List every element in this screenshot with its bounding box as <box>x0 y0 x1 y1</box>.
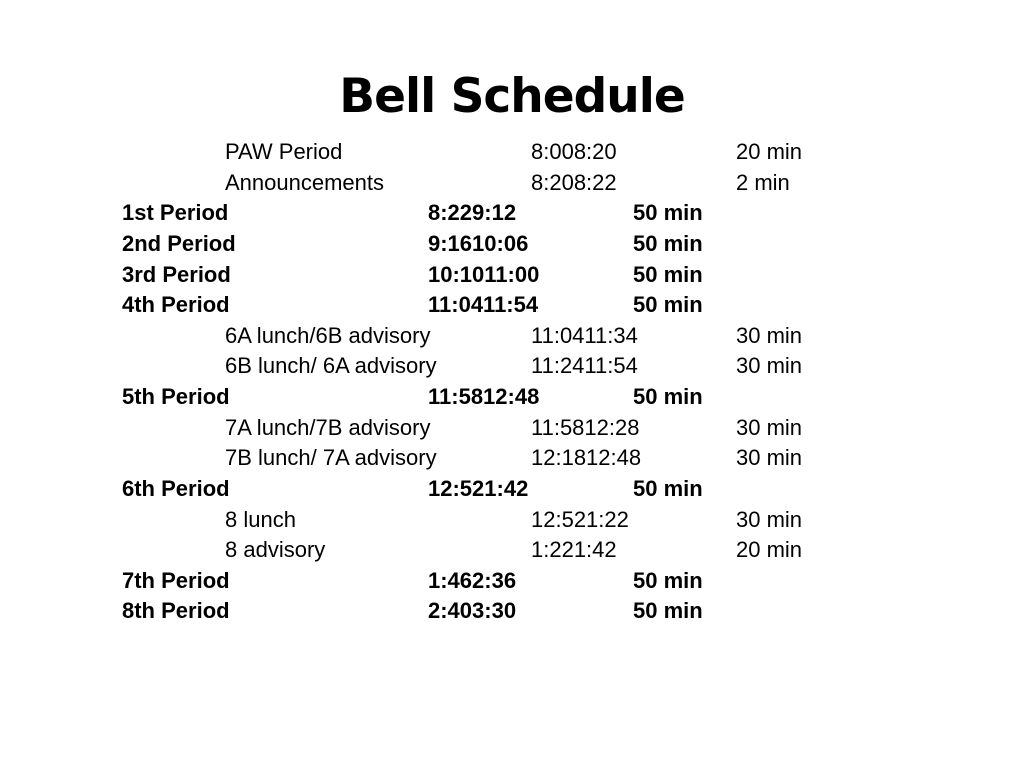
schedule-row-duration: 30 min <box>736 445 803 471</box>
schedule-row <box>0 229 1024 260</box>
schedule-row-time: 11:2411:54 <box>531 353 638 379</box>
schedule-row-time: 12:1812:48 <box>531 445 642 471</box>
schedule-row <box>0 596 1024 627</box>
schedule-row-duration: 20 min <box>736 537 803 563</box>
schedule-row-duration: 50 min <box>633 475 703 501</box>
schedule-row-duration: 30 min <box>736 353 803 379</box>
schedule-row <box>0 474 1024 505</box>
schedule-row-name: 8 advisory <box>225 537 326 563</box>
schedule-row <box>0 351 1024 382</box>
schedule-row-name: 6B lunch/ 6A advisory <box>225 353 437 379</box>
schedule-row-time: 11:5812:48 <box>428 384 540 409</box>
slide-title: Bell Schedule <box>339 69 685 124</box>
schedule-row-name: PAW Period <box>225 139 343 164</box>
schedule-row-time: 11:5812:28 <box>531 414 640 440</box>
schedule-row <box>0 535 1024 566</box>
schedule-row <box>0 505 1024 536</box>
schedule-row <box>0 566 1024 597</box>
schedule-row-duration: 50 min <box>633 384 703 409</box>
schedule-row <box>0 137 1024 168</box>
schedule-row-time: 8:008:20 <box>531 139 617 164</box>
schedule-row-time: 8:229:12 <box>428 200 517 226</box>
schedule-row-name: 3rd Period <box>122 261 231 287</box>
schedule-row-time: 12:521:42 <box>428 475 529 501</box>
schedule-row-name: 7A lunch/7B advisory <box>225 414 431 440</box>
schedule-row-time: 11:0411:54 <box>428 292 539 318</box>
schedule-row-duration: 2 min <box>736 169 790 195</box>
schedule-row-time: 2:403:30 <box>428 598 517 624</box>
schedule-row-duration: 50 min <box>633 200 703 226</box>
schedule-row <box>0 413 1024 444</box>
schedule-row-duration: 50 min <box>633 292 703 318</box>
schedule-row-duration: 50 min <box>633 567 703 593</box>
schedule-row-name: Announcements <box>225 169 384 195</box>
schedule-row <box>0 168 1024 199</box>
schedule-row-duration: 30 min <box>736 506 803 532</box>
schedule-row-time: 9:1610:06 <box>428 230 529 256</box>
schedule-row-duration: 30 min <box>736 322 803 348</box>
schedule-row-time: 1:221:42 <box>531 537 617 563</box>
schedule-row <box>0 198 1024 229</box>
schedule-row-time: 1:462:36 <box>428 567 517 593</box>
schedule-row-name: 4th Period <box>122 292 230 318</box>
schedule-row-duration: 50 min <box>633 261 703 287</box>
schedule-row-name: 6th Period <box>122 475 230 501</box>
schedule-row-time: 12:521:22 <box>531 506 629 532</box>
schedule-row <box>0 443 1024 474</box>
bell-schedule-list <box>0 137 1024 627</box>
schedule-row-name: 2nd Period <box>122 230 236 256</box>
schedule-row <box>0 321 1024 352</box>
schedule-row-time: 10:1011:00 <box>428 261 540 287</box>
schedule-row <box>0 382 1024 413</box>
schedule-row-duration: 30 min <box>736 414 803 440</box>
schedule-row-time: 11:0411:34 <box>531 322 638 348</box>
schedule-row-name: 8th Period <box>122 598 230 624</box>
schedule-row-name: 1st Period <box>122 200 229 226</box>
schedule-row-name: 7th Period <box>122 567 230 593</box>
schedule-row <box>0 290 1024 321</box>
schedule-row <box>0 260 1024 291</box>
schedule-row-name: 8 lunch <box>225 506 296 532</box>
schedule-row-duration: 50 min <box>633 598 703 624</box>
schedule-row-duration: 20 min <box>736 139 803 164</box>
schedule-row-name: 5th Period <box>122 384 230 409</box>
schedule-row-duration: 50 min <box>633 230 703 256</box>
schedule-row-name: 6A lunch/6B advisory <box>225 322 431 348</box>
schedule-row-name: 7B lunch/ 7A advisory <box>225 445 437 471</box>
schedule-row-time: 8:208:22 <box>531 169 617 195</box>
